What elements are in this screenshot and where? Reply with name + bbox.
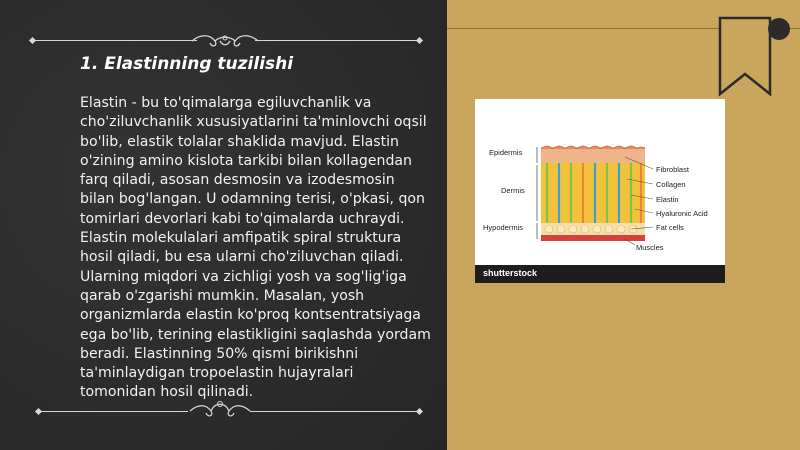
elastin-label: Elastin — [656, 195, 679, 204]
hypodermis-label: Hypodermis — [483, 223, 524, 232]
skin-layers-figure — [475, 99, 725, 283]
muscles-label: Muscles — [636, 243, 664, 252]
hyaluronic-acid-label: Hyaluronic Acid — [656, 209, 708, 218]
epidermis-label: Epidermis — [489, 148, 523, 157]
skin-diagram-illustration — [475, 99, 725, 265]
slide-body-text: Elastin - bu to'qimalarga egiluvchanlik va cho'ziluvchanlik xususiyatlarini ta'minlovchi oqsil bo'lib, elastik tolalar shaklida mavjud. Elastin o'zining amino kislota tarkibi bilan kollagendan farq qiladi, asosan desmosin va izodesmosin bilan bog'langan. U odamning terisi, o'pkasi, qon tomirlari devorlari kabi to'qimalarda uchraydi. Elastin molekulalari amfipatik spiral struktura hosil qiladi, bu esa ularni cho'ziluvchan qiladi. Ularning miqdori va zichligi yosh va sog'lig'iga qarab o'zgarishi mumkin. Masalan, yosh organizmlarda elastin ko'proq kontsentratsiyaga ega bo'lib, terining elastikligini saqlashda yordam beradi. Elastinning 50% qismi birikishni ta'minlaydigan tropoelastin hujayralari tomonidan hosil qilinadi. — [80, 95, 431, 401]
figure-watermark-bar — [475, 265, 725, 283]
slide-title: 1. Elastinning tuzilishi — [80, 54, 294, 74]
watermark-text: shutterstock — [483, 268, 538, 278]
bookmark-ribbon-icon — [718, 16, 772, 98]
dermis-label: Dermis — [501, 186, 525, 195]
scroll-ornament-icon — [190, 32, 260, 50]
fat-cells-label: Fat cells — [656, 223, 684, 232]
collagen-label: Collagen — [656, 180, 686, 189]
corner-circle-decoration — [768, 18, 790, 40]
fibroblast-label: Fibroblast — [656, 165, 689, 174]
